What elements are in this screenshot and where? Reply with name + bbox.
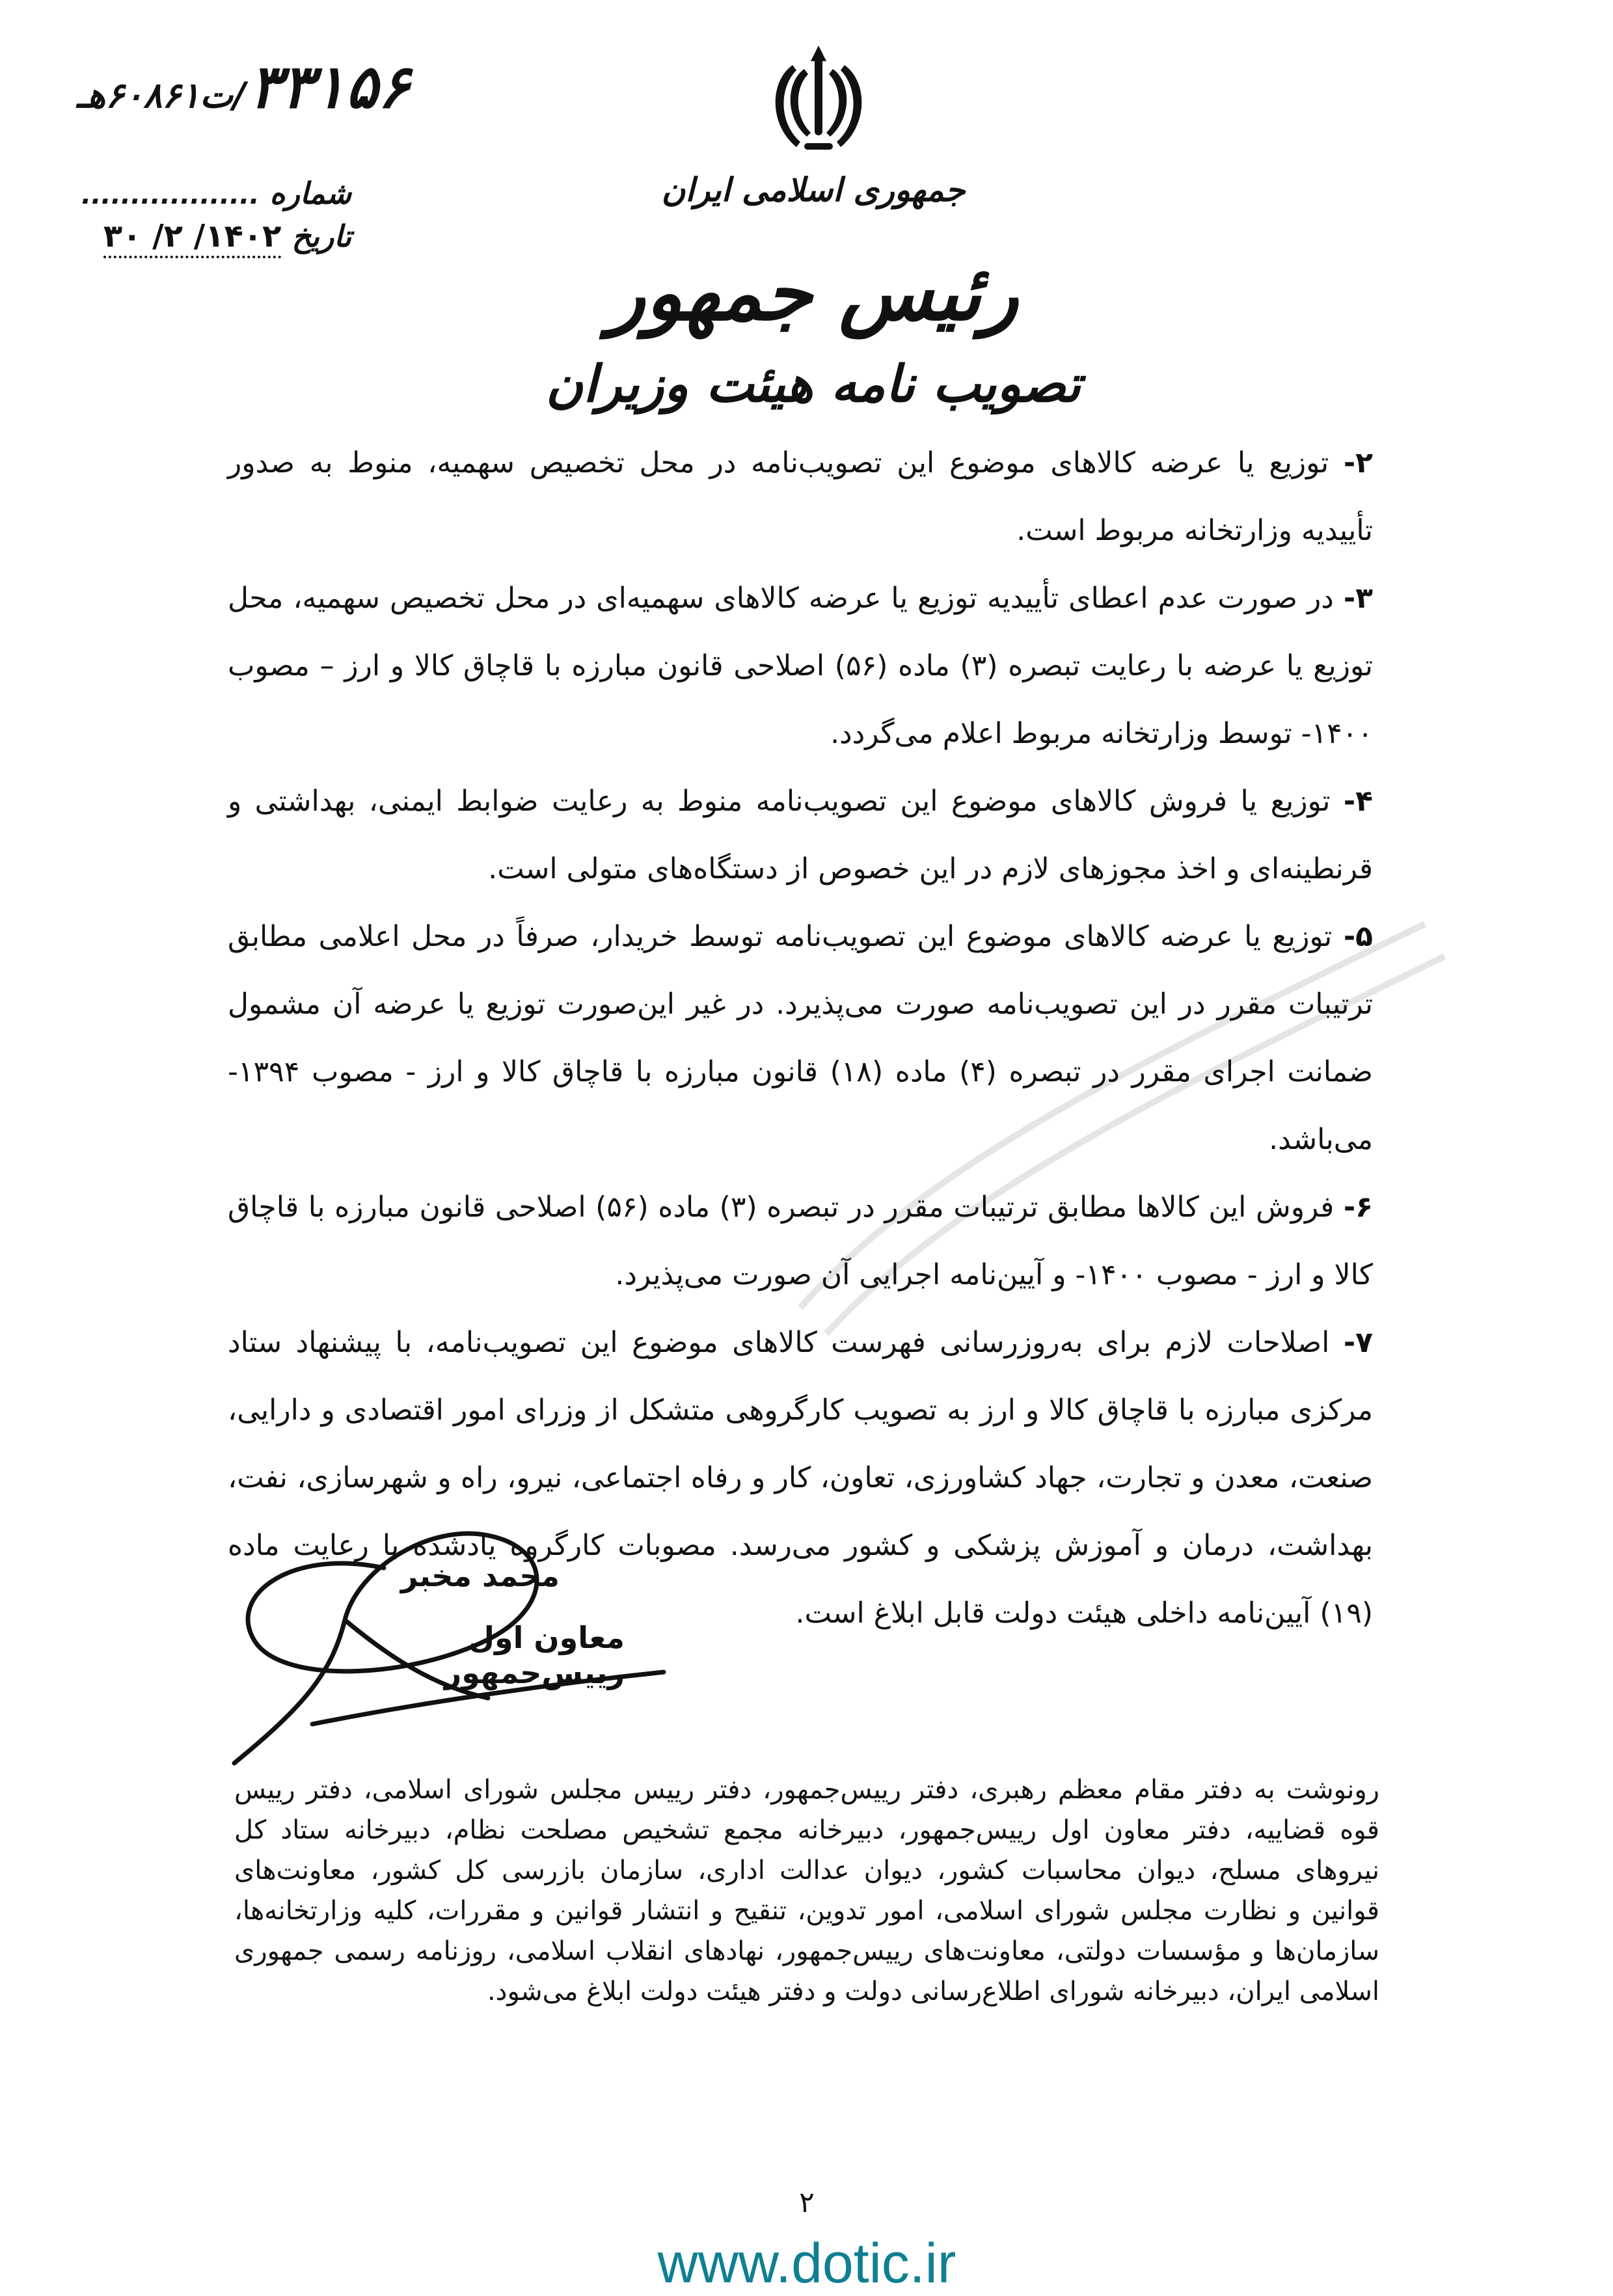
letterhead-doc-type: تصویب نامه هیئت وزیران: [545, 355, 1081, 414]
paragraph-6: [228, 1174, 1373, 1309]
paragraph-number: ۴-: [1343, 785, 1373, 818]
number-dots: ..................: [81, 180, 260, 210]
signer-title: معاون اول رییس‌جمهور: [444, 1620, 625, 1690]
reference-number: [46, 52, 410, 130]
number-row: [72, 176, 351, 211]
date-row: [72, 218, 351, 254]
paragraph-text: فروش این کالاها مطابق ترتیبات مقرر در تبصره (۳) ماده (۵۶) اصلاحی قانون مبارزه با قاچاق کالا و ارز - مصوب ۱۴۰۰- و آیین‌نامه اجرایی آن صورت می‌پذیرد.: [228, 1191, 1373, 1291]
paragraph-number: ۲-: [1343, 446, 1373, 479]
paragraph-3: [228, 565, 1373, 768]
number-label: شماره: [269, 176, 351, 211]
paragraph-text: توزیع یا فروش کالاهای موضوع این تصویب‌نامه منوط به رعایت ضوابط ایمنی، بهداشتی و قرنطینه‌ای و اخذ مجوزهای لازم در این خصوص از دستگاه‌های متولی است.: [228, 785, 1373, 885]
letterhead-office: رئیس جمهور: [608, 247, 1019, 338]
date-label: تاریخ: [291, 219, 351, 254]
footer-url[interactable]: www.dotic.ir: [657, 2232, 956, 2295]
paragraph-text: اصلاحات لازم برای به‌روزرسانی فهرست کالاهای موضوع این تصویب‌نامه، با پیشنهاد ستاد مرکزی مبارزه با قاچاق کالا و ارز به تصویب کارگروهی متشکل از وزرای امور اقتصادی و دارایی، صنعت، معدن و تجارت، جهاد کشاورزی، تعاون، کار و رفاه اجتماعی، نیرو، راه و شهرسازی، نفت، بهداشت، درمان و آموزش پزشکی و کشور می‌رسد. مصوبات کارگروه یادشده با رعایت ماده (۱۹) آیین‌نامه داخلی هیئت دولت قابل ابلاغ است.: [228, 1326, 1373, 1630]
paragraph-5: [228, 903, 1373, 1174]
signer-name: محمد مخبر: [400, 1558, 560, 1593]
letterhead-country: جمهوری اسلامی ایران: [661, 170, 966, 209]
reference-number-suffix: /ت۶۰۸۶۱هـ: [76, 75, 246, 116]
paragraph-number: ۵-: [1343, 920, 1373, 953]
paragraph-4: [228, 768, 1373, 903]
paragraph-2: [228, 429, 1373, 565]
paragraph-text: توزیع یا عرضه کالاهای موضوع این تصویب‌نامه توسط خریدار، صرفاً در محل اعلامی مطابق ترتیبات مقرر در این تصویب‌نامه صورت می‌پذیرد. در غیر این‌صورت توزیع یا عرضه آن مشمول ضمانت اجرای مقرر در تبصره (۴) ماده (۱۸) قانون مبارزه با قاچاق کالا و ارز - مصوب ۱۳۹۴- می‌باشد.: [228, 920, 1373, 1156]
date-value: ۱۴۰۲/ ۲/ ۳۰: [103, 218, 282, 258]
decree-body: [228, 429, 1373, 1647]
paragraph-number: ۳-: [1343, 582, 1373, 615]
reference-number-main: ۳۳۱۵۶: [249, 52, 410, 122]
iran-emblem-icon: [766, 46, 871, 159]
paragraph-text: توزیع یا عرضه کالاهای موضوع این تصویب‌نامه در محل تخصیص سهمیه، منوط به صدور تأییدیه وزارتخانه مربوط است.: [228, 446, 1373, 547]
paragraph-number: ۶-: [1343, 1191, 1373, 1224]
paragraph-number: ۷-: [1343, 1326, 1373, 1359]
page-number: ۲: [799, 2186, 815, 2219]
paragraph-text: در صورت عدم اعطای تأییدیه توزیع یا عرضه کالاهای سهمیه‌ای در محل تخصیص سهمیه، محل توزیع یا عرضه با رعایت تبصره (۳) ماده (۵۶) اصلاحی قانون مبارزه با قاچاق کالا و ارز – مصوب ۱۴۰۰- توسط وزارتخانه مربوط اعلام می‌گردد.: [228, 582, 1373, 750]
distribution-list: رونوشت به دفتر مقام معظم رهبری، دفتر رییس‌جمهور، دفتر رییس مجلس شورای اسلامی، دفتر رییس قوه قضاییه، دفتر معاون اول رییس‌جمهور، دبیرخانه مجمع تشخیص مصلحت نظام، دبیرخانه ستاد کل نیروهای مسلح، دیوان محاسبات کشور، دیوان عدالت اداری، سازمان بازرسی کل کشور، معاونت‌های قوانین و نظارت مجلس شورای اسلامی، امور تدوین، تنقیح و انتشار قوانین و مقررات، کلیه وزارتخانه‌ها، سازمان‌ها و مؤسسات دولتی، معاونت‌های رییس‌جمهور، نهادهای انقلاب اسلامی، روزنامه رسمی جمهوری اسلامی ایران، دبیرخانه شورای اطلاع‌رسانی دولت و دفتر هیئت دولت ابلاغ می‌شود.: [234, 1775, 1379, 2006]
